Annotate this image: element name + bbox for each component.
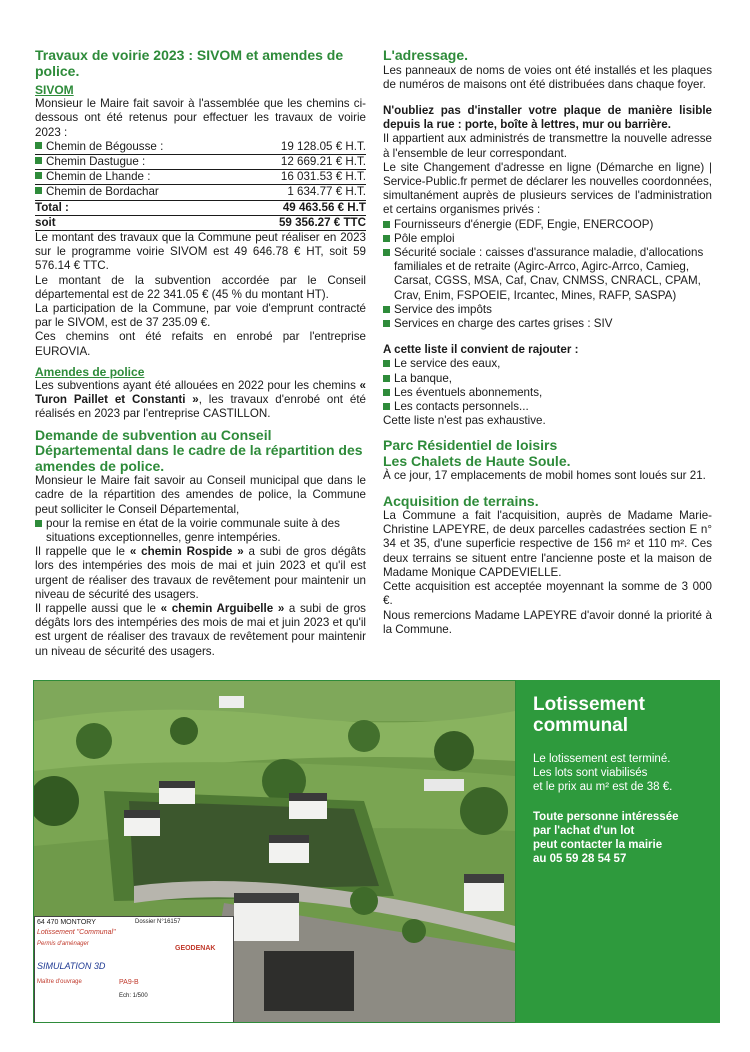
bullet-icon <box>383 249 390 256</box>
bullet-icon <box>383 389 390 396</box>
cartouche-simulation: SIMULATION 3D <box>37 961 106 971</box>
plan-cartouche <box>34 916 234 1023</box>
list-item: Le service des eaux, <box>383 357 712 371</box>
soit-row <box>35 216 366 231</box>
organismes-list <box>383 218 712 332</box>
chemin-amount: 19 128.05 € H.T. <box>280 139 366 153</box>
rajouter-list <box>383 357 712 414</box>
paragraph-amendes: Les subventions ayant été allouées en 2022 pour les chemins « Turon Paillet et Constanti », les travaux d'enrobé ont été réalisés en 2023 par l'entreprise CASTILLON. <box>35 379 366 421</box>
chemin-name: Chemin de Lhande : <box>46 170 151 184</box>
paragraph-arguibelle: Il rappelle aussi que le « chemin Arguibelle » a subi de gros dégâts lors des intempéries des mois de mai et juin 2023 et qu'il est urgent de réaliser des travaux de revêtement pour maintenir un niveau de sécurité des usagers. <box>35 602 366 658</box>
list-item: Service des impôts <box>383 303 712 317</box>
bullet-icon <box>383 235 390 242</box>
chemin-name: Chemin de Bégousse : <box>46 139 164 153</box>
subheading-sivom: SIVOM <box>35 83 74 97</box>
heading-travaux-voirie: Travaux de voirie 2023 : SIVOM et amendes de police. <box>35 47 344 79</box>
table-row <box>35 185 366 200</box>
lotissement-info: Le lotissement est terminé. Les lots sont viabilisés et le prix au m² est de 38 €. <box>533 753 673 793</box>
subheading-amendes: Amendes de police <box>35 364 145 379</box>
heading-demande-subvention: Demande de subvention au Conseil Départemental dans le cadre de la répartition des amendes de police. <box>35 426 363 474</box>
paragraph-eurovia: Ces chemins ont été refaits en enrobé par l'entreprise EUROVIA. <box>35 330 366 358</box>
chemin-amount: 12 669.21 € H.T. <box>280 155 366 169</box>
list-item: Fournisseurs d'énergie (EDF, Engie, ENERCOOP) <box>383 218 712 232</box>
paragraph-rajouter: A cette liste il convient de rajouter : <box>383 343 579 357</box>
bullet-icon <box>383 360 390 367</box>
paragraph-subvention: Le montant de la subvention accordée par le Conseil départemental est de 22 341.05 € (45 % du montant HT). <box>35 273 366 301</box>
chemin-amount: 1 634.77 € H.T. <box>287 185 366 199</box>
list-item: Services en charge des cartes grises : SIV <box>383 317 712 331</box>
paragraph-mobil-homes: À ce jour, 17 emplacements de mobil homes sont loués sur 21. <box>383 469 706 483</box>
cartouche-maitre: Maître d'ouvrage <box>37 979 82 985</box>
cartouche-permis: Permis d'aménager <box>37 941 89 947</box>
paragraph-service-public: Le site Changement d'adresse en ligne (Démarche en ligne) | Service-Public.fr permet de déclarer les nouvelles coordonnées, simultanément auprès de plusieurs services de l'administration et certains organismes privés : <box>383 160 712 217</box>
paragraph-montant-travaux: Le montant des travaux que la Commune peut réaliser en 2023 sur le programme voirie SIVOM est 49 646.78 € HT, soit 59 576.14 € TTC. <box>35 231 366 273</box>
chemin-amount: 16 031.53 € H.T. <box>280 170 366 184</box>
cartouche-logo: GEODENAK <box>175 945 216 952</box>
right-column <box>383 48 712 637</box>
paragraph-panneaux: Les panneaux de noms de voies ont été installés et les plaques de numéros de maisons ont été distribuées dans chaque foyer. <box>383 63 712 91</box>
bullet-icon <box>383 320 390 327</box>
cartouche-dossier: Dossier N°16157 <box>135 919 181 925</box>
total-label: Total : <box>35 200 69 214</box>
bullet-icon <box>35 172 42 179</box>
bullet-icon <box>383 375 390 382</box>
paragraph-plaque: N'oubliez pas d'installer votre plaque de manière lisible depuis la rue : porte, boîte à lettres, mur ou barrière. <box>383 103 712 132</box>
heading-adressage: L'adressage. <box>383 47 469 63</box>
lotissement-contact: Toute personne intéressée par l'achat d'un lot peut contacter la mairie au 05 59 28 54 57 <box>533 811 679 865</box>
paragraph-somme: Cette acquisition est acceptée moyennant la somme de 3 000 €. <box>383 580 712 608</box>
lotissement-panel <box>516 680 720 1023</box>
list-item: pour la remise en état de la voirie communale suite à des situations exceptionnelles, genre intempéries. <box>35 517 366 545</box>
table-row <box>35 170 366 185</box>
paragraph-participation: La participation de la Commune, par voie d'emprunt contracté par le SIVOM, est de 37 235.09 €. <box>35 302 366 330</box>
heading-acquisition: Acquisition de terrains. <box>383 492 539 509</box>
chemin-name: Chemin de Bordachar <box>46 185 159 199</box>
bullet-icon <box>35 157 42 164</box>
paragraph-administres: Il appartient aux administrés de transmettre la nouvelle adresse à l'ensemble de leur correspondant. <box>383 132 712 160</box>
cartouche-projet: Lotissement "Communal" <box>37 929 116 936</box>
list-item: Sécurité sociale : caisses d'assurance maladie, d'allocations familiales et de retraite (Agirc-Arrco, Agirc-Arrco, Camieg, Carsat, CGSS, MSA, Caf, Cnav, CNMSS, CNRACL, CPAM, Crav, Enim, FSPOEIE, Ircantec, Mines, RAFP, SASPA) <box>383 246 712 303</box>
chemin-name: Chemin Dastugue : <box>46 155 146 169</box>
total-amount: 49 463.56 € H.T <box>282 200 366 214</box>
soit-amount: 59 356.27 € TTC <box>278 215 366 229</box>
paragraph-exhaustive: Cette liste n'est pas exhaustive. <box>383 414 546 428</box>
table-row <box>35 140 366 155</box>
list-item: La banque, <box>383 372 712 386</box>
bullet-icon <box>383 221 390 228</box>
left-column <box>35 48 366 659</box>
paragraph-rospide: Il rappelle que le « chemin Rospide » a subi de gros dégâts lors des intempéries des mois de mai et juin 2023 et qu'il est urgent de réaliser des travaux de revêtement pour maintenir un niveau de sécurité des usagers. <box>35 545 366 601</box>
bullet-icon <box>35 142 42 149</box>
bullet-icon <box>35 520 42 527</box>
paragraph-demande: Monsieur le Maire fait savoir au Conseil municipal que dans le cadre de la répartition des amendes de police, la Commune peut solliciter le Conseil Départemental, <box>35 474 366 516</box>
cartouche-echelle: Ech: 1/500 <box>119 993 148 999</box>
soit-label: soit <box>35 215 56 229</box>
heading-parc-residentiel: Parc Résidentiel de loisirs Les Chalets de Haute Soule. <box>383 437 571 469</box>
list-item: Pôle emploi <box>383 232 712 246</box>
paragraph-remerciements: Nous remercions Madame LAPEYRE d'avoir donné la priorité à la Commune. <box>383 608 712 636</box>
bullet-icon <box>35 187 42 194</box>
table-row <box>35 155 366 170</box>
cartouche-ref: PA9-B <box>119 979 139 986</box>
list-item: Les éventuels abonnements, <box>383 386 712 400</box>
bullet-icon <box>383 306 390 313</box>
lotissement-title: Lotissement communal <box>533 694 645 736</box>
total-row <box>35 201 366 216</box>
cartouche-commune: 64 470 MONTORY <box>37 919 96 926</box>
paragraph-sivom-intro: Monsieur le Maire fait savoir à l'assemblée que les chemins ci-dessous ont été retenus pour effectuer les travaux de voirie 2023 : <box>35 97 366 139</box>
aerial-photo <box>33 680 516 1023</box>
bullet-icon <box>383 403 390 410</box>
list-item: Les contacts personnels... <box>383 400 712 414</box>
paragraph-acquisition: La Commune a fait l'acquisition, auprès de Madame Marie-Christine LAPEYRE, de deux parcelles cadastrées section E n° 34 et 35, d'une superficie respective de 156 m² et 110 m². Ces deux terrains se situent entre l'ancienne poste et la maison de Madame Monique CAPDEVIELLE. <box>383 509 712 579</box>
chemins-table <box>35 140 366 201</box>
